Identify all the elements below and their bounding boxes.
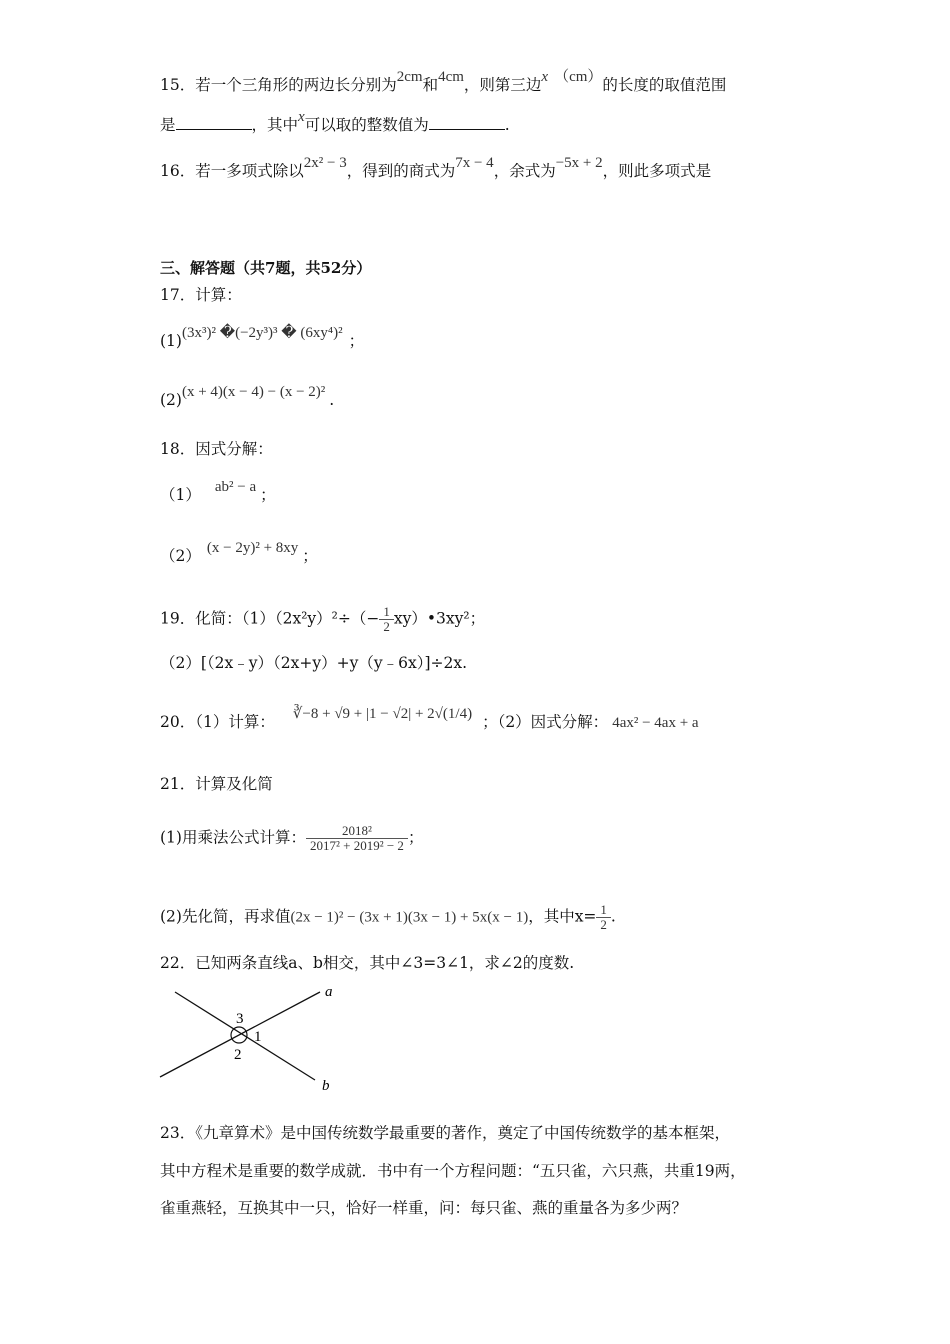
q19-text-1: 19．化简：（1）（2x²y）²÷（−	[160, 609, 380, 628]
q18-part1-expression: ab² − a	[214, 479, 257, 495]
q17-part2-expression: (x + 4)(x − 4) − (x − 2)²	[181, 384, 326, 400]
q22-text: 22．已知两条直线a、b相交，其中∠3=3∠1，求∠2的度数.	[160, 954, 575, 972]
q21-part2-condition: ，其中x=	[528, 907, 597, 926]
section-3-title: 三、解答题（共7题，共52分）	[160, 259, 372, 277]
q17-part2-label: (2)	[160, 391, 182, 409]
q21-part2-fraction	[596, 903, 611, 932]
q17-part1-expression: (3x³)² �(−2y³)³ � (6xy⁴)²	[181, 325, 343, 341]
q18-part1	[160, 479, 276, 507]
q17-title: 17．计算：	[160, 286, 242, 304]
q17-part1	[160, 325, 365, 353]
q15-blank-integers[interactable]	[429, 115, 505, 130]
q20-text-2: ；（2）因式分解：	[482, 713, 609, 731]
q18-part2-end: ；	[302, 547, 318, 565]
q18-part2	[160, 540, 318, 568]
label-3: 3	[236, 1011, 244, 1027]
q15-text-4: 是	[160, 116, 176, 134]
label-1: 1	[254, 1029, 262, 1045]
q16-text-1: 16．若一多项式除以	[160, 162, 304, 180]
q22-figure	[150, 980, 350, 1092]
q19-fraction-denominator: 2	[379, 619, 394, 634]
q19-line2: （2）[（2x﹣y）（2x+y）+y（y﹣6x）]÷2x.	[160, 654, 468, 672]
q20-line	[160, 706, 699, 734]
q16-quotient: 7x − 4	[455, 155, 494, 171]
q16-line	[160, 155, 712, 183]
q19-fraction-numerator: 1	[383, 604, 390, 619]
q21-part2-text: (2)先化简，再求值	[160, 907, 291, 926]
q15-line2	[160, 109, 510, 137]
q18-part2-expression: (x − 2y)² + 8xy	[206, 540, 299, 556]
q21-part1	[160, 824, 423, 853]
q15-text-1: 15．若一个三角形的两边长分别为	[160, 76, 397, 94]
q18-title: 18．因式分解：	[160, 440, 273, 458]
q21-part2	[160, 903, 616, 932]
q16-text-4: ，则此多项式是	[602, 162, 712, 180]
q18-part1-label: （1）	[160, 486, 201, 504]
q21-part2-expression: (2x − 1)² − (3x + 1)(3x − 1) + 5x(x − 1)	[290, 909, 529, 926]
q15-text-5: ，其中	[251, 116, 299, 134]
q19-text-2: xy）•3xy²；	[393, 609, 486, 628]
q23-line3: 雀重燕轻，互换其中一只，恰好一样重，问：每只雀、燕的重量各为多少两？	[160, 1199, 688, 1217]
q17-part1-end: ；	[348, 332, 365, 350]
line-a	[160, 992, 320, 1077]
q19-fraction	[379, 605, 394, 634]
q21-part1-denominator: 2017² + 2019² − 2	[306, 838, 408, 853]
q23-line2: 其中方程术是重要的数学成就．书中有一个方程问题：“五只雀，六只燕，共重19两，	[160, 1162, 746, 1180]
q15-line1	[160, 69, 727, 97]
q20-expression-1: ∛−8 + √9 + |1 − √2| + 2√(1/4)	[292, 706, 473, 722]
q18-part2-label: （2）	[160, 547, 201, 565]
q16-divisor: 2x² − 3	[303, 155, 347, 171]
q21-part2-end: .	[610, 907, 616, 926]
q15-text-2: ，则第三边	[463, 76, 542, 94]
q21-part1-text: (1)用乘法公式计算：	[160, 828, 306, 847]
q16-text-2: ，得到的商式为	[346, 162, 456, 180]
q16-text-3: ，余式为	[493, 162, 556, 180]
q17-part1-label: (1)	[160, 332, 182, 350]
q20-expression-2: 4ax² − 4ax + a	[612, 715, 699, 731]
q15-variable-x-2: x	[298, 109, 305, 125]
q15-value-4cm: 4cm	[438, 69, 464, 85]
q21-part2-denominator: 2	[596, 917, 611, 932]
q15-variable-x: x	[541, 69, 549, 85]
q21-part1-fraction	[306, 824, 408, 853]
q20-text-1: 20．（1）计算：	[160, 713, 275, 731]
q15-text-3: 的长度的取值范围	[602, 76, 727, 94]
q15-unit: （cm）	[554, 69, 603, 85]
q23-line1: 23．《九章算术》是中国传统数学最重要的著作，奠定了中国传统数学的基本框架，	[160, 1124, 730, 1142]
q18-part1-end: ；	[260, 486, 276, 504]
q15-text-and: 和	[422, 76, 439, 94]
label-b: b	[322, 1078, 330, 1092]
q17-part2-end: .	[329, 391, 335, 409]
q15-value-2cm: 2cm	[396, 69, 423, 85]
q21-part1-numerator: 2018²	[342, 823, 372, 838]
q15-blank-range[interactable]	[176, 115, 252, 130]
label-2: 2	[234, 1047, 242, 1063]
q21-part2-numerator: 1	[600, 902, 607, 917]
q21-title: 21．计算及化简	[160, 775, 273, 793]
q15-text-7: .	[504, 116, 510, 134]
q17-part2	[160, 384, 335, 412]
label-a: a	[325, 984, 333, 1000]
q21-part1-end: ；	[407, 828, 424, 847]
q16-remainder: −5x + 2	[555, 155, 603, 171]
q19-line1	[160, 605, 485, 634]
q15-text-6: 可以取的整数值为	[304, 116, 429, 134]
